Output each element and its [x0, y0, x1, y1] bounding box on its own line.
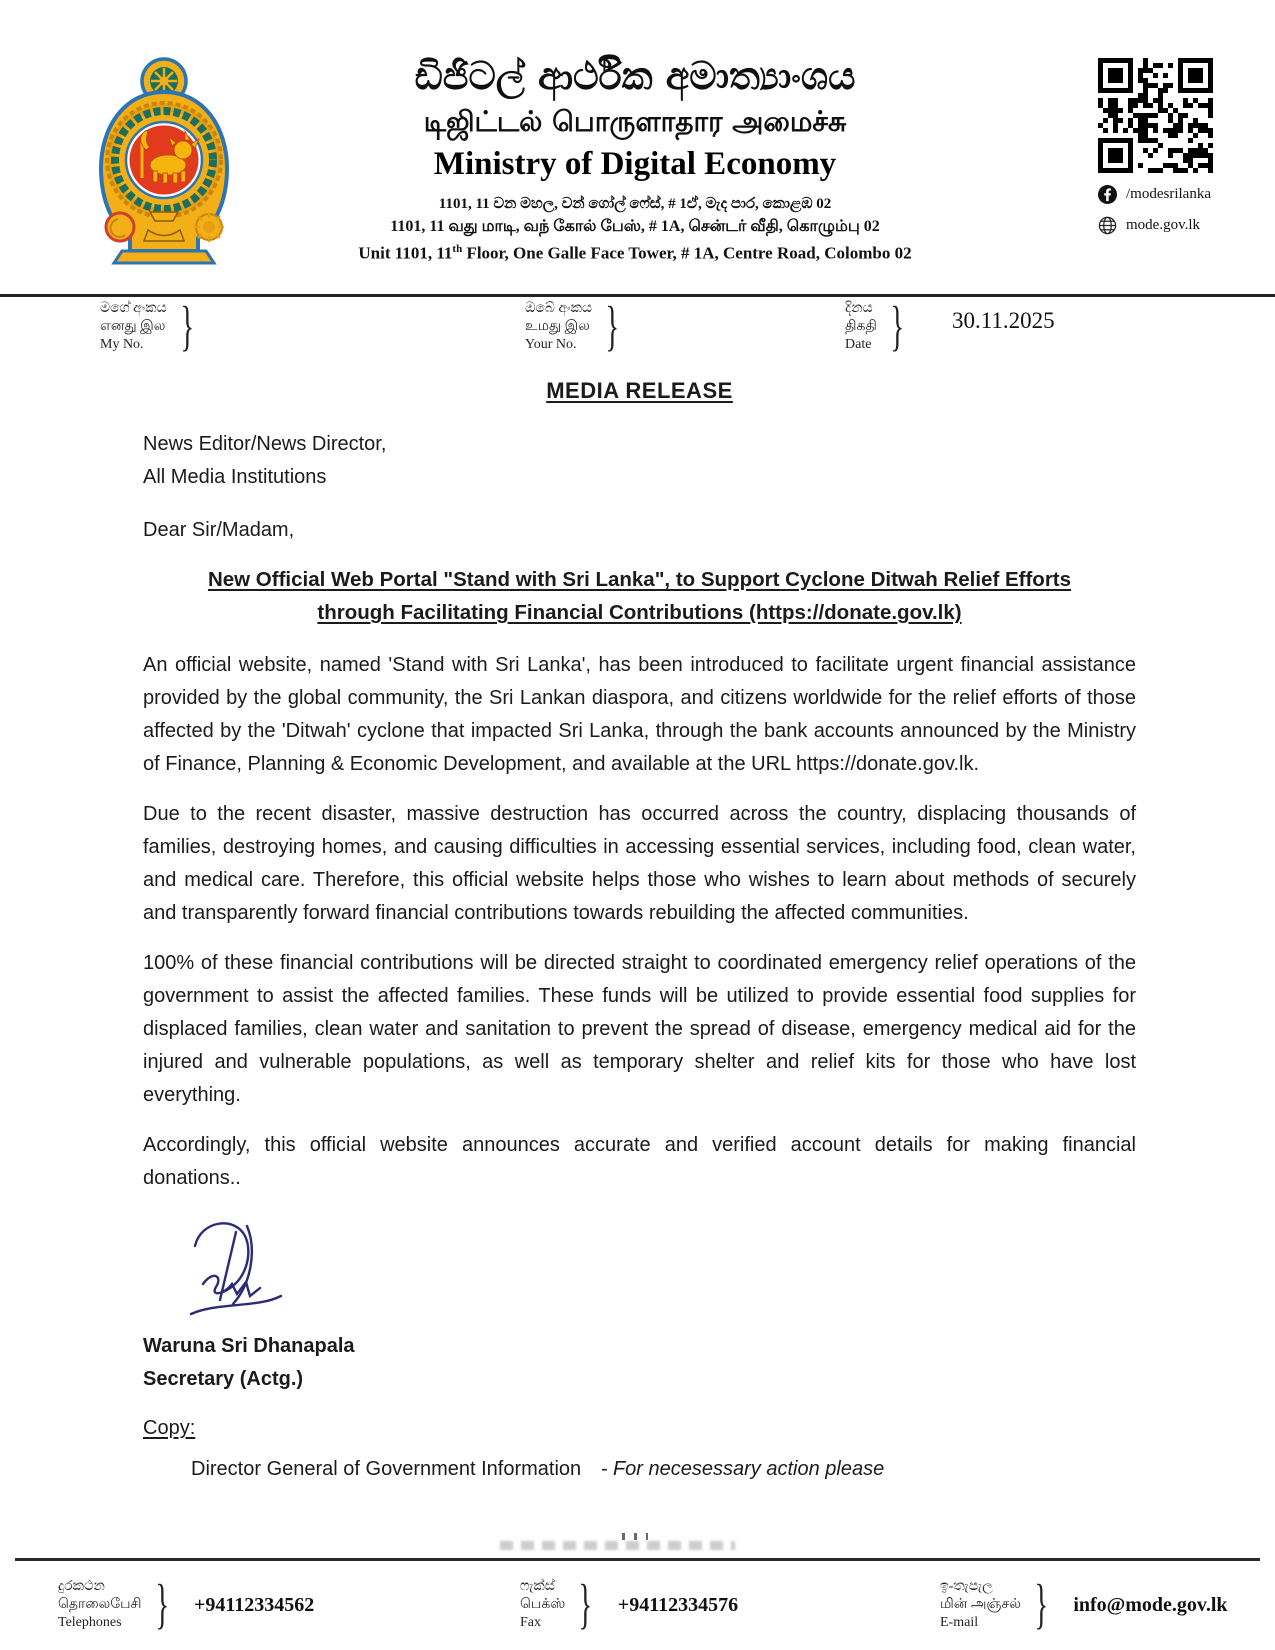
qr-code	[1098, 58, 1213, 173]
my-no-english: My No.	[100, 337, 144, 352]
ministry-title-english: Ministry of Digital Economy	[433, 146, 837, 182]
ministry-title-tamil: டிஜிட்டல் பொருளாதார அமைச்சு	[423, 105, 847, 138]
your-no-block	[525, 300, 619, 354]
fax-sinhala: ෆැක්ස්	[520, 1579, 555, 1594]
scan-artifact	[500, 1541, 735, 1550]
date-block	[845, 300, 903, 354]
telephone-number: +94112334562	[194, 1593, 315, 1616]
paragraph-3: 100% of these financial contributions will be directed straight to coordinated emergency relief operations of the government to assist the affected families. These funds will be utilized to provide essential food supplies for displaced families, clean water and sanitation to prevent the spread of disease, emergency medical aid for the injured and vulnerable populations, as well as temporary shelter and relief kits for those who have lost everything.	[143, 952, 1136, 1106]
globe-icon	[1098, 216, 1117, 235]
subject-heading	[143, 563, 1136, 629]
brace-glyph	[579, 1574, 593, 1637]
fax-tamil: பெக்ஸ்	[520, 1597, 566, 1612]
my-no-sinhala: මගේ අංකය	[100, 301, 167, 316]
signatory	[143, 1330, 1136, 1396]
paragraph-4: Accordingly, this official website announces accurate and verified account details for making financial donations..	[143, 1134, 1136, 1189]
sri-lanka-national-emblem	[90, 54, 238, 273]
recipient	[143, 428, 1136, 494]
website-row	[1098, 216, 1258, 235]
salutation: Dear Sir/Madam,	[143, 519, 295, 541]
email-block	[940, 1578, 1228, 1632]
brace-glyph	[890, 296, 904, 359]
handwritten-signature	[173, 1212, 303, 1324]
letter-body	[143, 378, 1136, 1486]
copy-note: - For necesessary action please	[600, 1458, 885, 1480]
paragraph-1: An official website, named 'Stand with Sri Lanka', has been introduced to facilitate urgent financial assistance provided by the global community, the Sri Lankan diaspora, and citizens worldwide for the relief efforts of those affected by the 'Ditwah' cyclone that impacted Sri Lanka, through the bank accounts announced by the Ministry of Finance, Planning & Economic Development, and available at the URL https://donate.gov.lk.	[143, 654, 1136, 775]
address-sinhala: 1101, 11 වන මහල, වන් ගෝල් ෆේස්, # 1ඒ, මැද පාර, කොළඹ 02	[438, 196, 832, 212]
copy-recipient: Director General of Government Information	[191, 1458, 582, 1480]
fax-number: +94112334576	[617, 1593, 739, 1616]
paragraph-2: Due to the recent disaster, massive destruction has occurred across the country, displacing thousands of families, destroying homes, and causing difficulties in accessing essential services, including food, clean water, and medical care. Therefore, this official website helps those who wishes to learn about methods of securely and transparently forward financial contributions towards rebuilding the affected communities.	[143, 803, 1136, 924]
address-english: Unit 1101, 11th Floor, One Galle Face Tower, # 1A, Centre Road, Colombo 02	[358, 243, 912, 263]
telephones-block	[58, 1578, 314, 1632]
date-value: 30.11.2025	[952, 308, 1055, 333]
facebook-icon	[1098, 185, 1117, 204]
copy-label: Copy:	[143, 1417, 196, 1439]
ministry-title-sinhala: ඩිජිටල් ආර්ථික අමාත්‍යාංශය	[414, 54, 856, 98]
sun-icon	[194, 212, 224, 242]
address-tamil: 1101, 11 வது மாடி, வந் கோல் பேஸ், # 1A, சென்டர் வீதி, கொழும்பு 02	[390, 218, 880, 235]
telephones-tamil: தொலைபேசி	[58, 1597, 142, 1612]
signatory-title: Secretary (Actg.)	[143, 1368, 304, 1390]
footer-divider	[15, 1558, 1260, 1561]
telephones-sinhala: දුරකථන	[58, 1579, 105, 1594]
your-no-sinhala: ඔබේ අංකය	[525, 301, 593, 316]
date-sinhala: දිනය	[845, 301, 873, 316]
recipient-line1: News Editor/News Director,	[143, 433, 387, 455]
subject-line2: through Facilitating Financial Contributions (https://donate.gov.lk)	[317, 601, 962, 624]
letterhead	[250, 50, 1020, 265]
fax-english: Fax	[520, 1615, 541, 1630]
release-type-title: MEDIA RELEASE	[546, 378, 733, 403]
subject-line1: New Official Web Portal "Stand with Sri Lanka", to Support Cyclone Ditwah Relief Efforts	[207, 568, 1072, 591]
facebook-handle: /modesrilanka	[1126, 186, 1211, 202]
date-tamil: திகதி	[845, 319, 877, 334]
my-no-block	[100, 300, 193, 354]
telephones-english: Telephones	[58, 1615, 122, 1630]
copy-line	[191, 1453, 1136, 1486]
recipient-line2: All Media Institutions	[143, 466, 327, 488]
signatory-name: Waruna Sri Dhanapala	[143, 1335, 355, 1357]
brace-glyph	[180, 296, 194, 359]
paragraphs	[143, 649, 1136, 1195]
scan-artifact	[622, 1533, 648, 1540]
email-tamil: மின் அஞ்சல்	[940, 1597, 1021, 1612]
website-url: mode.gov.lk	[1126, 217, 1201, 233]
email-english: E-mail	[940, 1615, 979, 1630]
my-no-tamil: எனது இல	[100, 319, 166, 334]
brace-glyph	[605, 296, 619, 359]
email-address: info@mode.gov.lk	[1073, 1593, 1228, 1616]
email-sinhala: ඉ-තැපැල	[940, 1579, 993, 1594]
your-no-english: Your No.	[525, 337, 577, 352]
brace-glyph	[155, 1574, 169, 1637]
date-english: Date	[845, 337, 872, 352]
your-no-tamil: உமது இல	[525, 319, 590, 334]
brace-glyph	[1034, 1574, 1048, 1637]
facebook-row	[1098, 185, 1258, 204]
fax-block	[520, 1578, 738, 1632]
